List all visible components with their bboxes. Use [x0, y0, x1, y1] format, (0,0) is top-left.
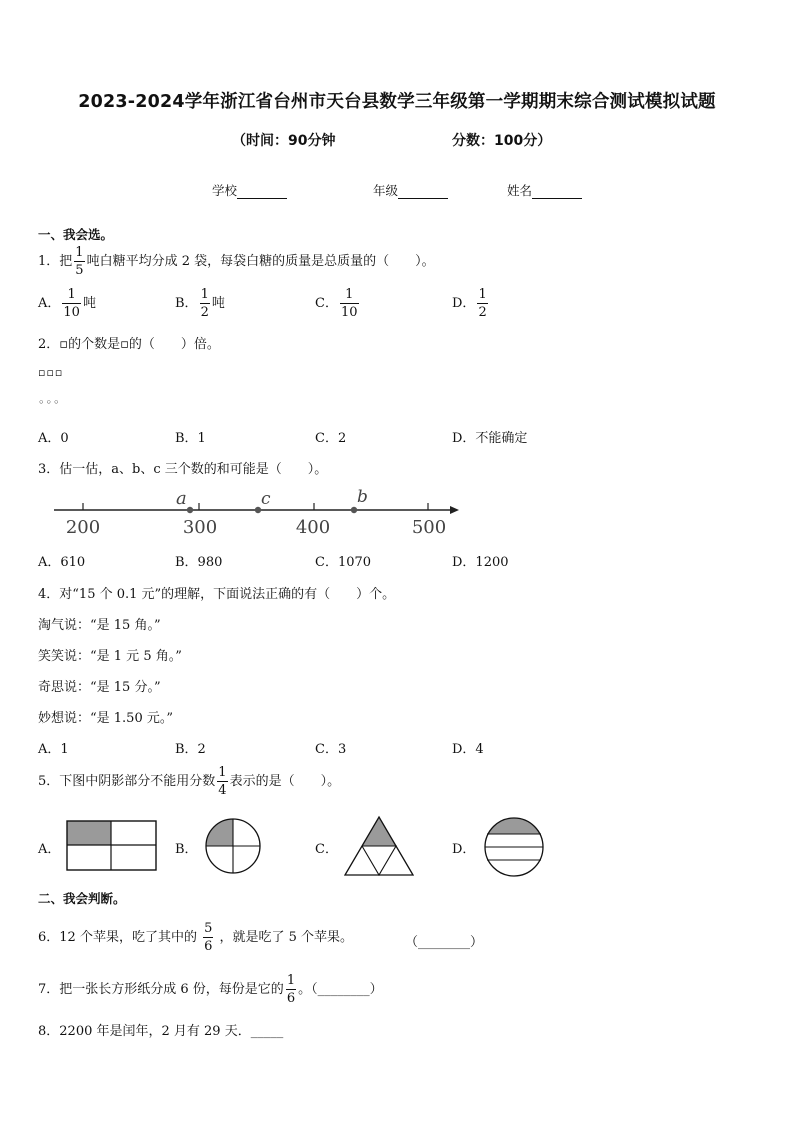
q5-option-d[interactable]: D． [452, 842, 476, 857]
q4-option-c[interactable]: C．3 [315, 742, 347, 757]
q4-line-taoqi: 淘气说：“是 15 角。” [38, 618, 161, 633]
q1-suffix: 吨白糖平均分成 2 袋，每袋白糖的质量是总质量的（ ）。 [86, 254, 435, 269]
q4-line-xiaoxiao: 笑笑说：“是 1 元 5 角。” [38, 649, 182, 664]
rectangle-figure [66, 820, 158, 872]
q1-option-b[interactable]: B． $\frac{1}{2}$ 吨 [175, 287, 225, 320]
q2-circle-row: ◦◦◦ [38, 396, 61, 409]
q1-option-c[interactable]: C． $\frac{1}{10}$ [315, 287, 358, 320]
q3-option-a[interactable]: A．610 [38, 555, 86, 570]
q7-fraction: $\frac{1}{6}$ [286, 973, 296, 1006]
score-label: 分数：100分） [452, 133, 552, 149]
point-b [351, 507, 357, 513]
circle-strips-figure [482, 816, 546, 878]
q2-square-row: ▫▫▫ [38, 366, 64, 379]
question-4: 4．对“15 个 0.1 元”的理解，下面说法正确的有（ ）个。 [38, 587, 396, 602]
section-1-heading: 一、我会选。 [38, 227, 114, 242]
q1-option-a[interactable]: A． $\frac{1}{10}$ 吨 [38, 287, 96, 320]
q2-option-c[interactable]: C．2 [315, 431, 347, 446]
name-label: 姓名 [507, 183, 533, 198]
tick-300: 300 [182, 517, 218, 538]
q4-option-d[interactable]: D．4 [452, 742, 484, 757]
name-field [507, 181, 582, 199]
q1-prefix: 1．把 [38, 254, 73, 269]
q4-line-miaoxiang: 妙想说：“是 1.50 元。” [38, 711, 174, 726]
q5-option-a[interactable]: A． [38, 842, 61, 857]
q2-option-d[interactable]: D．不能确定 [452, 431, 528, 446]
question-3: 3．估一估，a、b、c 三个数的和可能是（ ）。 [38, 462, 328, 477]
tick-200: 200 [65, 517, 101, 538]
q3-option-d[interactable]: D．1200 [452, 555, 509, 570]
question-6: 6．12 个苹果，吃了其中的 $\frac{5}{6}$ ，就是吃了 5 个苹果。 [38, 921, 354, 954]
grade-field [373, 181, 448, 199]
grade-label: 年级 [373, 183, 399, 198]
q4-option-b[interactable]: B．2 [175, 742, 206, 757]
name-blank [532, 185, 582, 199]
q5-option-b[interactable]: B． [175, 842, 198, 857]
q6-answer-blank[interactable]: （________） [405, 935, 484, 950]
q6-fraction: $\frac{5}{6}$ [204, 921, 213, 954]
question-5: 5．下图中阴影部分不能用分数 $\frac{1}{4}$ 表示的是（ ）。 [38, 765, 341, 798]
page-title: 2023-2024学年浙江省台州市天台县数学三年级第一学期期末综合测试模拟试题 [78, 92, 716, 112]
q7-answer-blank[interactable]: 。（________） [298, 982, 383, 997]
q5-fraction: $\frac{1}{4}$ [218, 765, 227, 798]
circle-quarters-figure [204, 817, 262, 875]
q4-option-a[interactable]: A．1 [38, 742, 69, 757]
label-a: a [176, 488, 187, 509]
q3-option-b[interactable]: B．980 [175, 555, 223, 570]
question-7: 7．把一张长方形纸分成 6 份，每份是它的 $\frac{1}{6}$ 。（________） [38, 973, 383, 1006]
q5-option-c[interactable]: C． [315, 842, 338, 857]
q2-option-a[interactable]: A．0 [38, 431, 69, 446]
label-c: c [261, 489, 271, 509]
tick-500: 500 [411, 517, 447, 538]
section-2-heading: 二、我会判断。 [38, 891, 126, 906]
grade-blank [398, 185, 448, 199]
q1-option-d[interactable]: D． $\frac{1}{2}$ [452, 287, 487, 320]
q4-line-qisi: 奇思说：“是 15 分。” [38, 680, 161, 695]
q2-option-b[interactable]: B．1 [175, 431, 206, 446]
number-line [50, 484, 465, 540]
question-2: 2．▫的个数是▫的（ ）倍。 [38, 337, 220, 352]
school-field [212, 181, 287, 199]
tick-400: 400 [295, 517, 331, 538]
triangle-figure [344, 815, 414, 877]
label-b: b [357, 487, 368, 507]
time-label: （时间：90分钟 [232, 133, 336, 149]
school-blank [237, 185, 287, 199]
point-a [187, 507, 193, 513]
question-1 [38, 246, 435, 277]
q3-option-c[interactable]: C．1070 [315, 555, 372, 570]
question-8[interactable]: 8．2200 年是闰年，2 月有 29 天．_____ [38, 1024, 284, 1039]
school-label: 学校 [212, 183, 238, 198]
q1-fraction: $\frac{1}{5}$ [75, 245, 84, 278]
